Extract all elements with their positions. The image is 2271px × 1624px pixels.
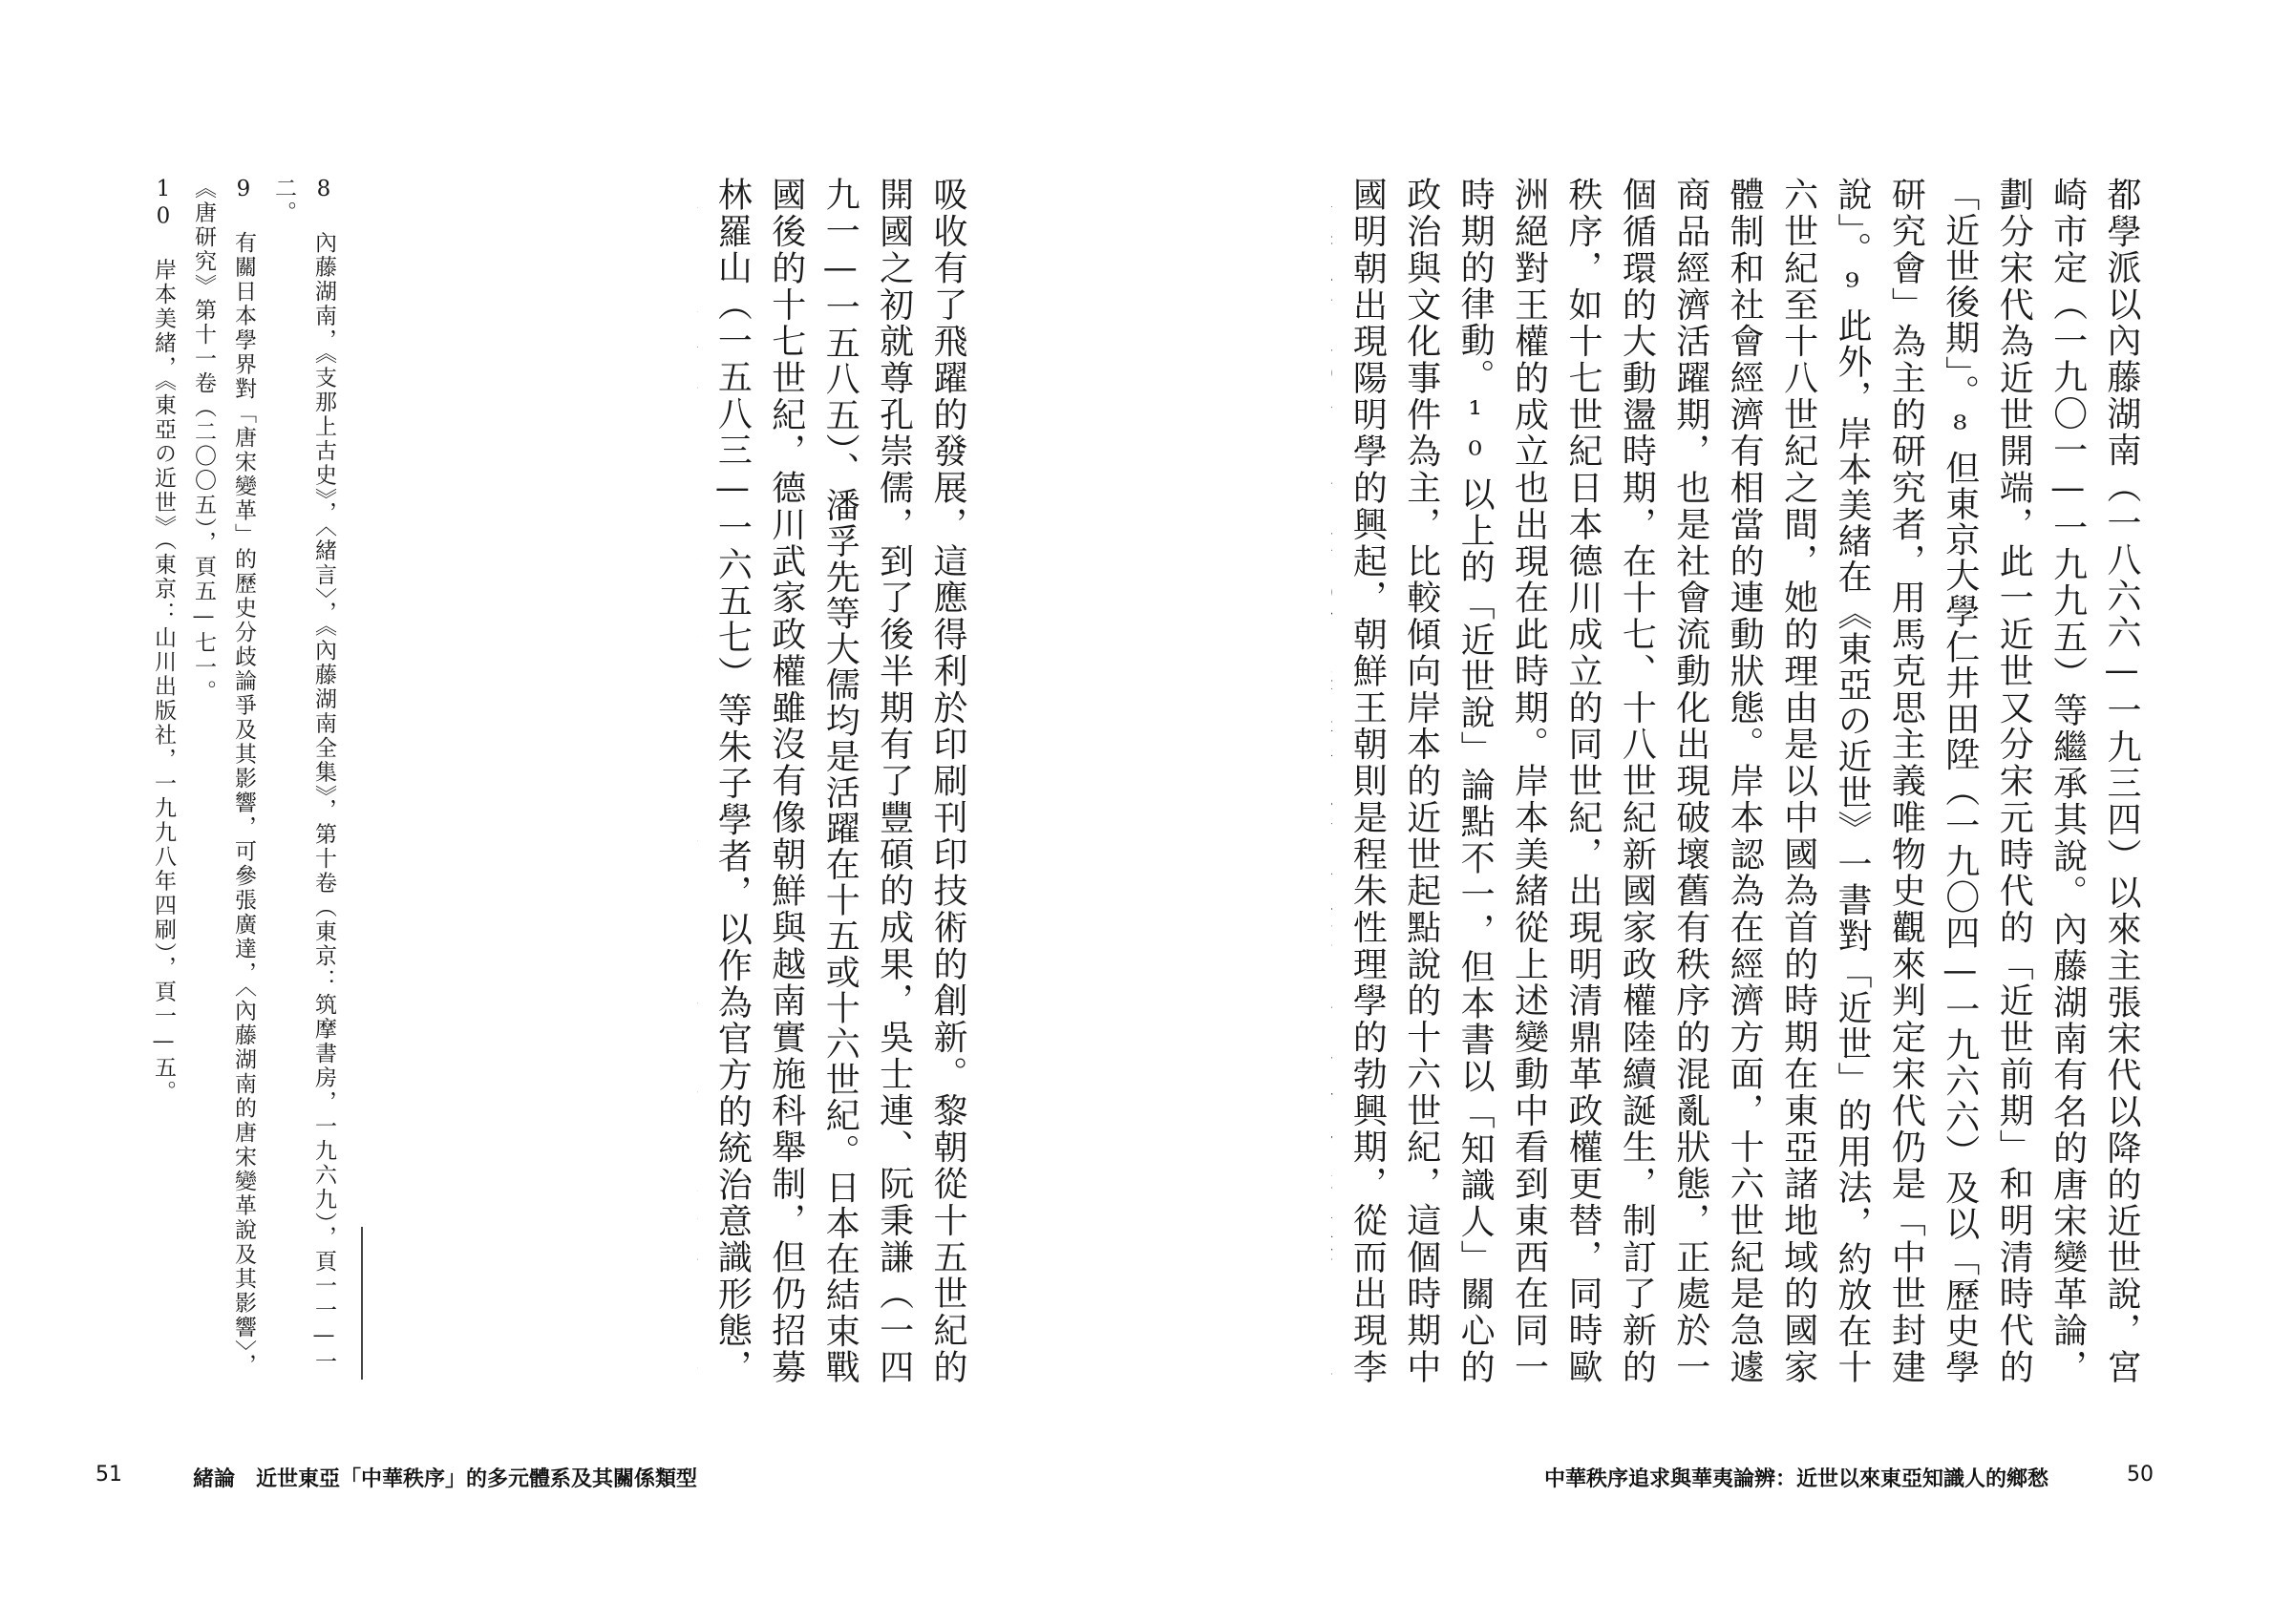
left-page-body [697,177,974,1384]
left-body-paragraph-1: 吸收有了飛躍的發展，這應得利於印刷刊印技術的創新。黎朝從十五世紀的開國之初就尊孔崇儒，到了後半期有了豐碩的成果，吳士連、阮秉謙（一四九一—一五八五）、潘孚先等大儒均是活躍在十五或十六世紀。日本在結束戰國後的十七世紀，德川武家政權雖沒有像朝鮮與越南實施科舉制，但仍招募林羅山（一五八三—一六五七）等朱子學者，以作為官方的統治意識形態， [712,177,967,1384]
footnotes [143,177,344,1384]
page-number-right: 50 [2127,1463,2154,1487]
footnote-8: 8 內藤湖南，《支那上古史》，〈緒言〉，《內藤湖南全集》，第十卷（東京：筑摩書房，一九六九），頁一一—一二。 [271,177,336,1375]
page-number-left: 51 [96,1463,122,1487]
footnote-rule [361,1227,363,1380]
running-head-right: 中華秩序追求與華夷論辨：近世以來東亞知識人的鄉愁 [1544,1467,2049,1491]
right-page-body [1331,177,2148,1384]
right-body-paragraph: 都學派以內藤湖南（一八六六—一九三四）以來主張宋代以降的近世說，宮崎市定（一九〇一—一九九五）等繼承其說。內藤湖南有名的唐宋變革論，劃分宋代為近世開端，此一近世又分宋元時代的「近世前期」和明清時代的「近世後期」。⁸但東京大學仁井田陞（一九〇四—一九六六）及以「歷史學研究會」為主的研究者，用馬克思主義唯物史觀來判定宋代仍是「中世封建說」。⁹此外，岸本美緒在《東亞の近世》一書對「近世」的用法，約放在十六世紀至十八世紀之間，她的理由是以中國為首的時期在東亞諸地域的國家體制和社會經濟有相當的連動狀態。岸本認為在經濟方面，十六世紀是急遽商品經濟活躍期，也是社會流動化出現破壞舊有秩序的混亂狀態，正處於一個循環的大動盪時期，在十七、十八世紀新國家政權陸續誕生，制訂了新的秩序，如十七世紀日本德川成立的同世紀，出現明清鼎革政權更替，同時歐洲絕對王權的成立也出現在此時期。岸本美緒從上述變動中看到東西在同一時期的律動。¹⁰以上的「近世說」論點不一，但本書以「知識人」關心的政治與文化事件為主，比較傾向岸本的近世起點說的十六世紀，這個時期中國明朝出現陽明學的興起，朝鮮王朝則是程朱性理學的勃興期，從而出現李 [1348,177,2141,1384]
running-head-left: 緒論 近世東亞「中華秩序」的多元體系及其關係類型 [193,1467,698,1491]
footnote-9: 9 有關日本學界對「唐宋變革」的歷史分歧論爭及其影響，可參張廣達，〈內藤湖南的唐宋變革說及其影響〉，《唐研究》第十一卷（二〇〇五），頁五—七一。 [191,177,256,1378]
right-page [1136,0,2271,1624]
footnote-10: 10 岸本美緒，《東亞の近世》（東京：山川出版社，一九九八年四刷），頁一—五。 [151,177,176,1105]
